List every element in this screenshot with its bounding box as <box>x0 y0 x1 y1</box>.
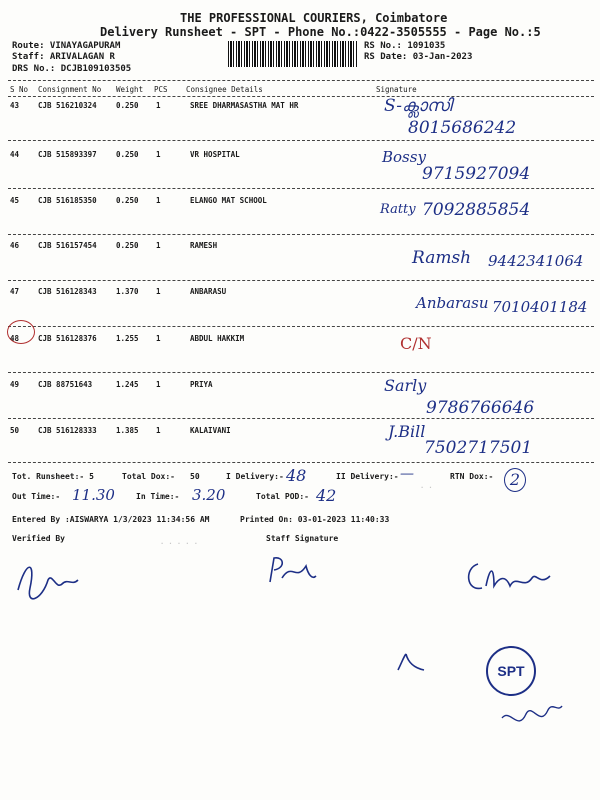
row-signature: C/N <box>400 334 432 353</box>
row-consignee: SREE DHARMASASTHA MAT HR <box>190 101 299 110</box>
row-phone: 9715927094 <box>422 164 531 184</box>
row-consignment: CJB 515893397 <box>38 150 97 159</box>
ii-delivery-label: II Delivery:- <box>336 472 399 481</box>
out-time-label: Out Time:- <box>12 492 61 501</box>
tot-runsheet: Tot. Runsheet:- 5 <box>12 472 94 481</box>
company-name: THE PROFESSIONAL COURIERS, Coimbatore <box>180 11 448 25</box>
total-pod-value: 42 <box>316 486 337 505</box>
row-phone: 7502717501 <box>424 438 533 458</box>
row-sno: 50 <box>10 426 20 435</box>
divider <box>8 372 594 373</box>
col-weight: Weight <box>116 85 144 94</box>
row-consignee: PRIYA <box>190 380 213 389</box>
row-phone: 9786766646 <box>426 398 535 418</box>
row-signature: Sarly <box>384 376 427 395</box>
rtn-dox-value: 2 <box>504 468 526 492</box>
col-pcs: PCS <box>154 85 168 94</box>
row-weight: 1.245 <box>116 380 139 389</box>
col-consignment: Consignment No <box>38 85 102 94</box>
row-weight: 1.255 <box>116 334 139 343</box>
row-phone: 7092885854 <box>422 200 531 220</box>
row-signature: Ratty <box>380 202 416 217</box>
row-signature: J.Bill <box>388 422 426 441</box>
spt-stamp <box>486 646 536 696</box>
row-pcs: 1 <box>156 380 161 389</box>
runsheet-subtitle: Delivery Runsheet - SPT - Phone No.:0422-3505555 - Page No.:5 <box>100 25 541 39</box>
divider <box>8 188 594 189</box>
row-consignment: CJB 88751643 <box>38 380 93 389</box>
row-signature: Anbarasu <box>416 294 489 312</box>
row-consignment: CJB 516157454 <box>38 241 97 250</box>
drs-number: DRS No.: DCJB109103505 <box>12 64 132 74</box>
rs-number: RS No.: 1091035 <box>364 41 446 51</box>
col-consignee: Consignee Details <box>186 85 263 94</box>
divider <box>8 462 594 463</box>
row-weight: 1.370 <box>116 287 139 296</box>
row-consignee: KALAIVANI <box>190 426 231 435</box>
row-signature: S-ക്ലാസി <box>384 96 452 116</box>
verified-by: Verified By <box>12 534 65 543</box>
divider <box>8 140 594 141</box>
row-sno: 45 <box>10 196 20 205</box>
row-pcs: 1 <box>156 196 161 205</box>
i-delivery-value: 48 <box>286 466 307 485</box>
row-phone: 7010401184 <box>492 298 588 316</box>
row-sno: 43 <box>10 101 20 110</box>
staff: Staff: ARIVALAGAN R <box>12 52 115 62</box>
pen-mark-icon <box>392 648 432 678</box>
row-pcs: 1 <box>156 150 161 159</box>
barcode <box>228 41 358 67</box>
col-sno: S No <box>10 85 29 94</box>
printed-on: Printed On: 03-01-2023 11:40:33 <box>240 515 390 524</box>
divider <box>8 96 594 97</box>
row-sno: 49 <box>10 380 20 389</box>
staff-signature-icon <box>262 552 322 592</box>
row-pcs: 1 <box>156 426 161 435</box>
row-weight: 0.250 <box>116 150 139 159</box>
row-consignment: CJB 516210324 <box>38 101 97 110</box>
staff-signature-label: Staff Signature <box>266 534 339 543</box>
rs-date: RS Date: 03-Jan-2023 <box>364 52 473 62</box>
total-pod-label: Total POD:- <box>256 492 309 501</box>
row-consignment: CJB 516185350 <box>38 196 97 205</box>
divider <box>8 280 594 281</box>
row-phone: 9442341064 <box>488 252 584 270</box>
row-weight: 0.250 <box>116 241 139 250</box>
row-signature: Ramsh <box>412 248 472 268</box>
entered-by: Entered By :AISWARYA 1/3/2023 11:34:56 AM <box>12 515 210 524</box>
out-time-value: 11.30 <box>72 486 115 504</box>
route: Route: VINAYAGAPURAM <box>12 41 121 51</box>
row-weight: 1.385 <box>116 426 139 435</box>
rtn-dox-label: RTN Dox:- <box>450 472 494 481</box>
row-sno: 44 <box>10 150 20 159</box>
bleed-through-text: · · · · · <box>160 540 198 548</box>
ii-delivery-value: — <box>400 466 414 482</box>
divider <box>8 326 594 327</box>
total-dox-value: 50 <box>190 472 200 481</box>
divider <box>8 234 594 235</box>
row-consignee: ANBARASU <box>190 287 227 296</box>
row-consignee: ABDUL HAKKIM <box>190 334 245 343</box>
total-dox-label: Total Dox:- <box>122 472 175 481</box>
divider <box>8 418 594 419</box>
row-sno: 46 <box>10 241 20 250</box>
row-sno: 48 <box>10 334 20 343</box>
in-time-value: 3.20 <box>192 486 226 504</box>
row-pcs: 1 <box>156 287 161 296</box>
stamp-text: SPT <box>497 663 525 679</box>
verifier-signature-icon <box>12 550 92 610</box>
row-signature: Bossy <box>382 148 426 166</box>
row-weight: 0.250 <box>116 101 139 110</box>
row-consignee: VR HOSPITAL <box>190 150 240 159</box>
row-consignee: ELANGO MAT SCHOOL <box>190 196 267 205</box>
row-pcs: 1 <box>156 101 161 110</box>
bleed-through-text: · · <box>420 484 433 492</box>
row-phone: 8015686242 <box>408 118 517 138</box>
row-pcs: 1 <box>156 334 161 343</box>
row-weight: 0.250 <box>116 196 139 205</box>
row-consignee: RAMESH <box>190 241 218 250</box>
in-time-label: In Time:- <box>136 492 180 501</box>
col-signature: Signature <box>376 85 417 94</box>
row-pcs: 1 <box>156 241 161 250</box>
receiver-signature-icon <box>460 556 560 596</box>
row-consignment: CJB 516128343 <box>38 287 97 296</box>
i-delivery-label: I Delivery:- <box>226 472 284 481</box>
row-sno: 47 <box>10 287 20 296</box>
divider <box>8 80 594 81</box>
row-consignment: CJB 516128333 <box>38 426 97 435</box>
row-consignment: CJB 516128376 <box>38 334 97 343</box>
